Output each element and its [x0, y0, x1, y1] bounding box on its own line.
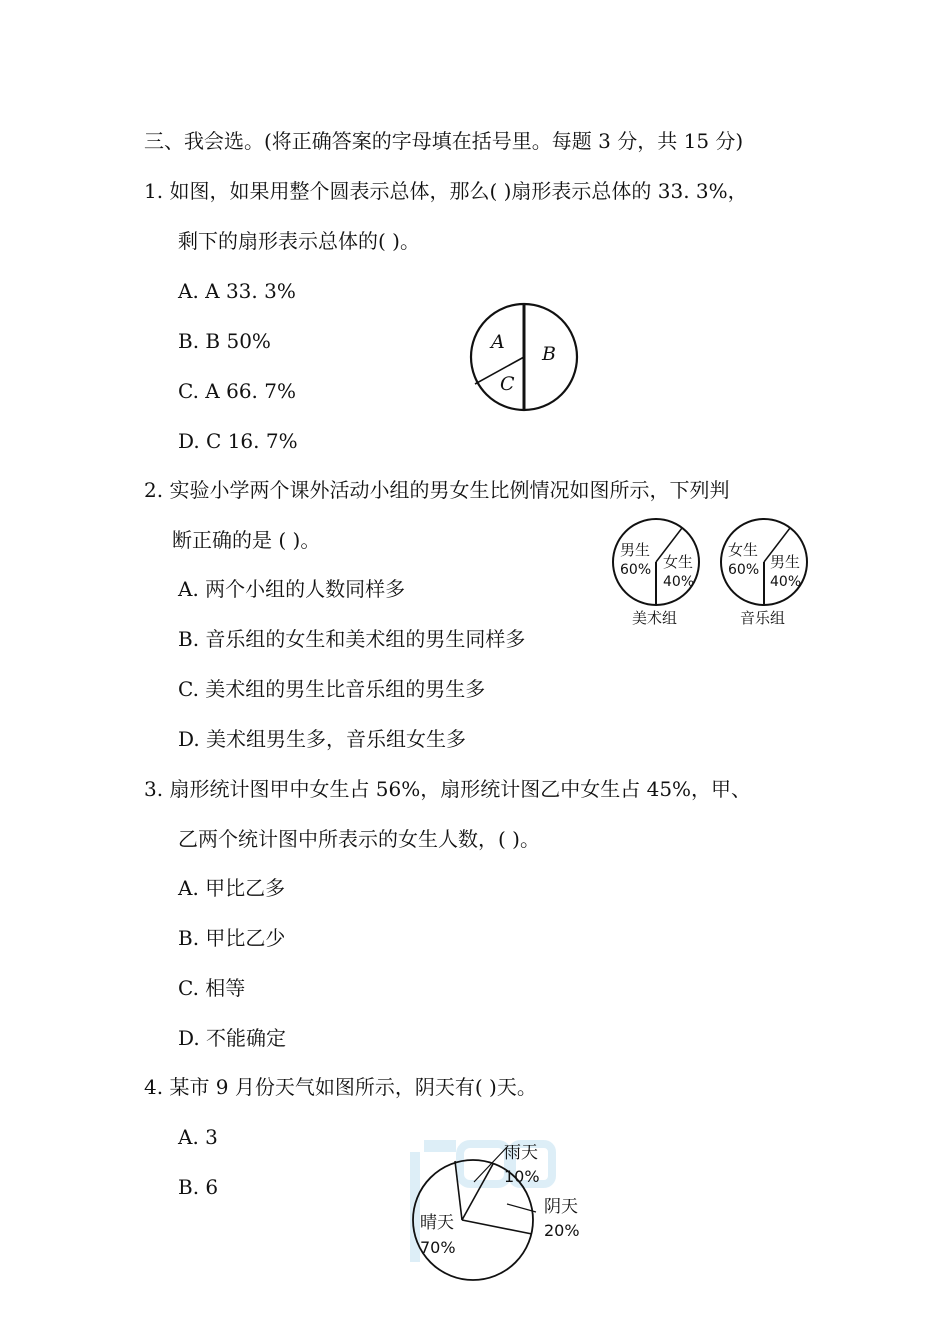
q4-pie-figure: [400, 1132, 584, 1282]
q4-option-a: A. 3: [178, 1125, 218, 1149]
q2-option-a: A. 两个小组的人数同样多: [178, 577, 406, 601]
q2-stem-line2: 断正确的是 ( )。: [172, 528, 321, 552]
q2-art-left-pct: 60%: [620, 562, 652, 578]
q3-stem-line1: 3. 扇形统计图甲中女生占 56%，扇形统计图乙中女生占 45%，甲、: [144, 777, 752, 801]
q2-pie-music-group: [721, 519, 807, 627]
q1-option-c: C. A 66. 7%: [178, 379, 296, 403]
q4-label-sunny: 晴天: [420, 1213, 454, 1233]
q4-pct-sunny: 70%: [420, 1238, 456, 1257]
q3-option-d: D. 不能确定: [178, 1026, 287, 1050]
q1-pie-figure: [462, 298, 586, 422]
q2-art-left-label: 男生: [620, 541, 651, 559]
q4-label-cloudy: 阴天: [544, 1197, 578, 1217]
q1-option-b: B. B 50%: [178, 329, 271, 353]
q1-stem-line2: 剩下的扇形表示总体的( )。: [178, 229, 420, 253]
q2-music-left-pct: 60%: [728, 562, 760, 578]
q2-option-b: B. 音乐组的女生和美术组的男生同样多: [178, 627, 526, 651]
section-title: 三、我会选。(将正确答案的字母填在括号里。每题 3 分，共 15 分): [144, 129, 744, 153]
q1-option-d: D. C 16. 7%: [178, 429, 298, 453]
q2-music-caption: 音乐组: [740, 609, 786, 627]
q1-pie-label-b: B: [542, 343, 556, 365]
q4-stem: 4. 某市 9 月份天气如图所示，阴天有( )天。: [144, 1075, 537, 1099]
q3-option-c: C. 相等: [178, 976, 246, 1000]
q1-stem-line1: 1. 如图，如果用整个圆表示总体，那么( )扇形表示总体的 33. 3%，: [144, 179, 748, 203]
q2-music-right-pct: 40%: [770, 574, 802, 590]
q2-art-right-label: 女生: [663, 553, 694, 571]
q1-option-a: A. A 33. 3%: [178, 279, 296, 303]
q2-art-right-pct: 40%: [663, 574, 695, 590]
q3-option-b: B. 甲比乙少: [178, 926, 286, 950]
q4-pie-divider-right: [462, 1220, 532, 1234]
q1-pie-label-a: A: [491, 331, 505, 353]
q2-art-caption: 美术组: [632, 609, 678, 627]
q1-pie-label-c: C: [500, 373, 515, 395]
q2-music-left-label: 女生: [728, 541, 759, 559]
q2-pie-art-group: [613, 519, 699, 627]
q4-pct-cloudy: 20%: [544, 1221, 580, 1240]
q2-music-right-label: 男生: [770, 553, 801, 571]
q4-leader-rain: [474, 1146, 508, 1182]
q2-pie-figure: [606, 514, 818, 630]
q2-stem-line1: 2. 实验小学两个课外活动小组的男女生比例情况如图所示，下列判: [144, 478, 730, 502]
q2-option-d: D. 美术组男生多，音乐组女生多: [178, 727, 467, 751]
q3-stem-line2: 乙两个统计图中所表示的女生人数，( )。: [178, 827, 540, 851]
q2-option-c: C. 美术组的男生比音乐组的男生多: [178, 677, 486, 701]
q4-label-rain: 雨天: [504, 1143, 538, 1163]
q4-option-b: B. 6: [178, 1175, 219, 1199]
q4-pct-rain: 10%: [504, 1167, 540, 1186]
q3-option-a: A. 甲比乙多: [178, 876, 286, 900]
q4-pie-divider-upper: [462, 1164, 493, 1220]
